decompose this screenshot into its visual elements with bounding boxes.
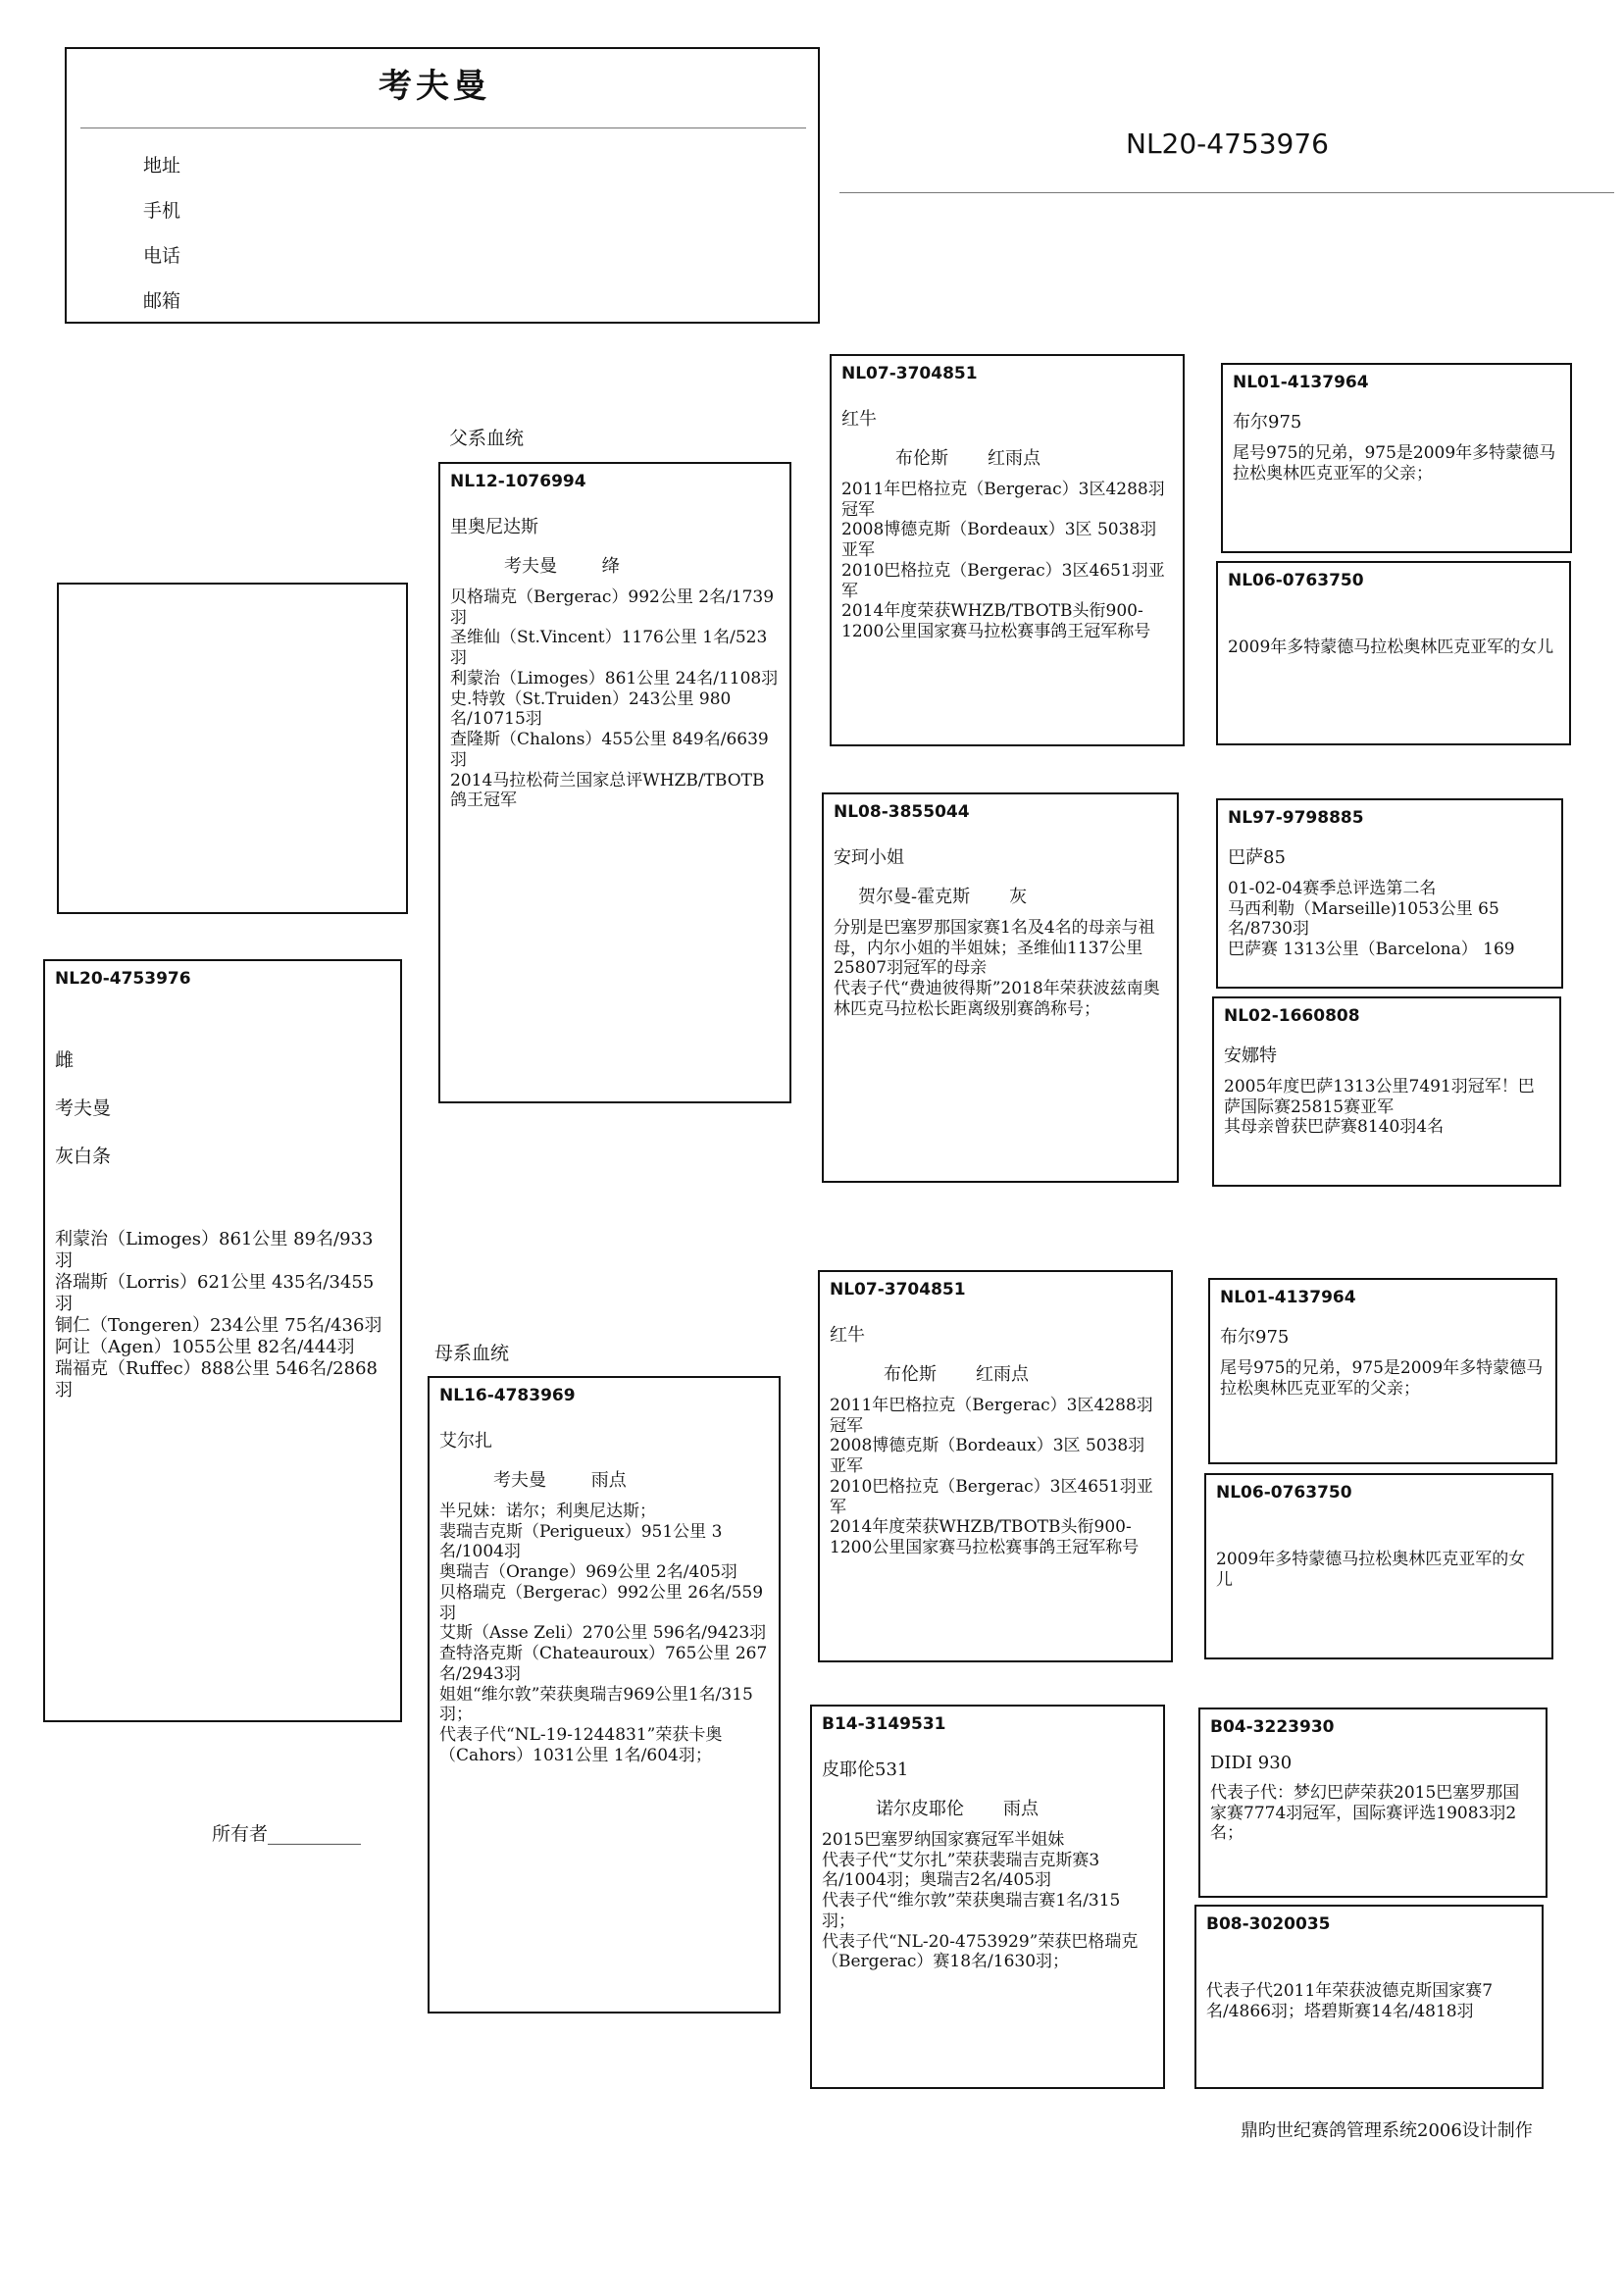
- dam-sire-ring: NL07-3704851: [830, 1280, 966, 1300]
- subject-color: 灰白条: [55, 1146, 112, 1167]
- sdd-name: 安娜特: [1224, 1045, 1277, 1066]
- subject-results: 利蒙治（Limoges）861公里 89名/933羽 洛瑞斯（Lorris）621公里 435名/3455羽 铜仁（Tongeren）234公里 75名/436羽 阿让（Agen）1055公里 82名/444羽 瑞福克（Ruffec）888公里 546名/2868羽: [55, 1229, 382, 1401]
- ddd-text: 代表子代2011年荣获波德克斯国家赛7名/4866羽；塔碧斯赛14名/4818羽: [1206, 1981, 1494, 2021]
- dam-card: [428, 1376, 781, 2014]
- dam-dam-dam-card: [1194, 1905, 1544, 2089]
- sire-sire-card: [830, 354, 1185, 746]
- subject-breeder: 考夫曼: [55, 1097, 112, 1119]
- dam-line-label: 母系血统: [434, 1343, 510, 1364]
- dsd-ring: NL06-0763750: [1216, 1483, 1352, 1503]
- dam-dam-name: 皮耶伦531: [822, 1759, 909, 1780]
- dam-dam-results: 2015巴塞罗纳国家赛冠军半姐妹 代表子代“艾尔扎”荣获裴瑞吉克斯赛3名/1004羽；奥瑞吉2名/405羽 代表子代“维尔敦”荣获奥瑞吉赛1名/315羽； 代表子代“NL-20-4753929”荣获巴格瑞克（Bergerac）赛18名/1630羽；: [822, 1830, 1139, 1972]
- sire-name: 里奥尼达斯: [450, 517, 538, 537]
- dam-sire-name: 红牛: [830, 1325, 865, 1346]
- sire-dam-dam-card: [1212, 996, 1561, 1187]
- dam-ring: NL16-4783969: [439, 1386, 576, 1405]
- dss-ring: NL01-4137964: [1220, 1288, 1356, 1307]
- sire-ring: NL12-1076994: [450, 472, 586, 491]
- dam-sire-dam-card: [1204, 1473, 1553, 1659]
- sdd-text: 2005年度巴萨1313公里7491羽冠军！巴萨国际赛25815赛亚军 其母亲曾获巴萨赛8140羽4名: [1224, 1077, 1535, 1138]
- header-divider: [80, 127, 806, 128]
- ring-number-title: NL20-4753976: [1126, 127, 1329, 160]
- dam-sire-breeder-color: 布伦斯 红雨点: [884, 1364, 1030, 1385]
- sire-sire-name: 红牛: [841, 409, 877, 430]
- dam-dam-ring: B14-3149531: [822, 1714, 946, 1734]
- owner-signature-line: 所有者__________: [212, 1823, 362, 1845]
- phone-label: 电话: [143, 245, 181, 267]
- dsd-text: 2009年多特蒙德马拉松奥林匹克亚军的女儿: [1216, 1550, 1526, 1590]
- sds-text: 01-02-04赛季总评选第二名 马西利勒（Marseille)1053公里 65名/8730羽 巴萨赛 1313公里（Barcelona） 169: [1228, 879, 1515, 960]
- subject-pigeon-card: [43, 959, 402, 1722]
- photo-placeholder: [57, 583, 408, 914]
- dam-results: 半兄妹：诺尔；利奥尼达斯； 裴瑞吉克斯（Perigueux）951公里 3名/1004羽 奥瑞吉（Orange）969公里 2名/405羽 贝格瑞克（Bergerac）992公里 26名/559羽 艾斯（Asse Zeli）270公里 596名/9423羽 查特洛克斯（Chateauroux）765公里 267名/2943羽 姐姐“维尔敦”荣获奥瑞吉969公里1名/315羽； 代表子代“NL-19-1244831”荣获卡奥（Cahors）1031公里 1名/604羽；: [439, 1502, 768, 1765]
- address-label: 地址: [143, 155, 181, 177]
- dds-ring: B04-3223930: [1210, 1717, 1335, 1737]
- sire-dam-sire-card: [1216, 798, 1563, 989]
- sss-name: 布尔975: [1233, 412, 1302, 433]
- dam-sire-results: 2011年巴格拉克（Bergerac）3区4288羽冠军 2008博德克斯（Bordeaux）3区 5038羽 亚军 2010巴格拉克（Bergerac）3区4651羽亚军 2014年度荣获WHZB/TBOTB头衔900-1200公里国家赛马拉松赛事鸽王冠军称号: [830, 1396, 1153, 1558]
- dam-dam-sire-card: [1198, 1708, 1548, 1898]
- dam-dam-breeder-color: 诺尔皮耶伦 雨点: [876, 1799, 1040, 1819]
- sire-card: [438, 462, 791, 1103]
- sire-sire-dam-card: [1216, 561, 1571, 745]
- dam-breeder-color: 考夫曼 雨点: [493, 1470, 627, 1491]
- dam-sire-card: [818, 1270, 1173, 1662]
- sire-sire-sire-card: [1221, 363, 1572, 553]
- sire-results: 贝格瑞克（Bergerac）992公里 2名/1739羽 圣维仙（St.Vincent）1176公里 1名/523羽 利蒙治（Limoges）861公里 24名/1108羽 史.特敦（St.Truiden）243公里 980名/10715羽 查隆斯（Chalons）455公里 849名/6639羽 2014马拉松荷兰国家总评WHZB/TBOTB鸽王冠军: [450, 587, 779, 811]
- owner-header-box: [65, 47, 820, 324]
- dss-text: 尾号975的兄弟，975是2009年多特蒙德马拉松奥林匹克亚军的父亲；: [1220, 1358, 1544, 1399]
- sdd-ring: NL02-1660808: [1224, 1006, 1360, 1026]
- email-label: 邮箱: [143, 290, 181, 312]
- ssd-ring: NL06-0763750: [1228, 571, 1364, 590]
- sire-sire-results: 2011年巴格拉克（Bergerac）3区4288羽冠军 2008博德克斯（Bordeaux）3区 5038羽 亚军 2010巴格拉克（Bergerac）3区4651羽亚军 2014年度荣获WHZB/TBOTB头衔900-1200公里国家赛马拉松赛事鸽王冠军称号: [841, 480, 1165, 642]
- sds-name: 巴萨85: [1228, 847, 1286, 868]
- sire-dam-results: 分别是巴塞罗那国家赛1名及4名的母亲与祖母，内尔小姐的半姐妹；圣维仙1137公里25807羽冠军的母亲 代表子代“费迪彼得斯”2018年荣获波兹南奥林匹克马拉松长距离级别赛鸽称号；: [834, 918, 1160, 1019]
- sire-sire-breeder-color: 布伦斯 红雨点: [895, 448, 1041, 469]
- subject-ring: NL20-4753976: [55, 969, 191, 989]
- dam-name: 艾尔扎: [439, 1431, 492, 1452]
- dam-sire-sire-card: [1208, 1278, 1557, 1464]
- sire-dam-ring: NL08-3855044: [834, 802, 970, 822]
- software-credit: 鼎昀世纪赛鸽管理系统2006设计制作: [1241, 2120, 1533, 2141]
- dam-dam-card: [810, 1705, 1165, 2089]
- dds-text: 代表子代：梦幻巴萨荣获2015巴塞罗那国家赛7774羽冠军，国际赛评选19083羽2名；: [1210, 1783, 1520, 1844]
- dss-name: 布尔975: [1220, 1327, 1290, 1348]
- sds-ring: NL97-9798885: [1228, 808, 1364, 828]
- sire-line-label: 父系血统: [449, 428, 525, 449]
- ring-number-underline: [839, 192, 1614, 193]
- sss-text: 尾号975的兄弟，975是2009年多特蒙德马拉松奥林匹克亚军的父亲；: [1233, 443, 1556, 484]
- sire-dam-card: [822, 792, 1179, 1183]
- mobile-label: 手机: [143, 200, 181, 222]
- sire-dam-breeder-color: 贺尔曼-霍克斯 灰: [858, 887, 1028, 907]
- dds-name: DIDI 930: [1210, 1753, 1293, 1773]
- sire-sire-ring: NL07-3704851: [841, 364, 978, 383]
- sire-breeder-color: 考夫曼 绛: [504, 556, 620, 577]
- sss-ring: NL01-4137964: [1233, 373, 1369, 392]
- owner-name: 考夫曼: [379, 67, 490, 106]
- ddd-ring: B08-3020035: [1206, 1914, 1331, 1934]
- subject-sex: 雌: [55, 1049, 75, 1071]
- contact-labels: [143, 151, 180, 331]
- ssd-text: 2009年多特蒙德马拉松奥林匹克亚军的女儿: [1228, 637, 1554, 657]
- sire-dam-name: 安珂小姐: [834, 847, 904, 868]
